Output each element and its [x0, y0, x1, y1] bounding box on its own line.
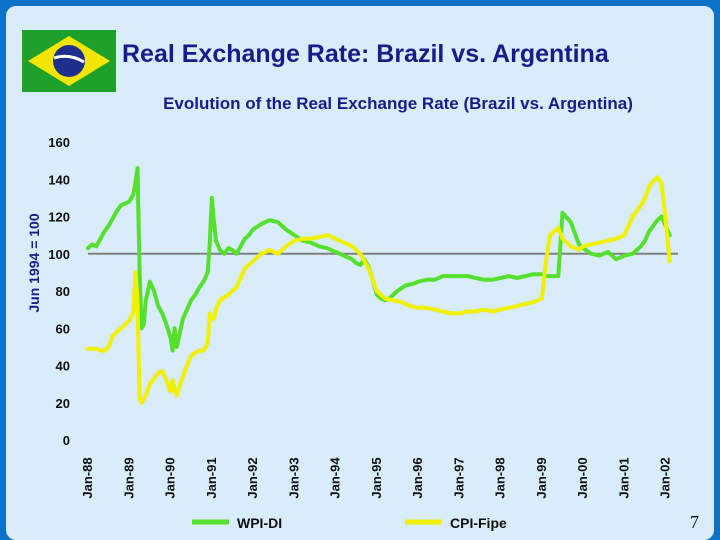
x-tick-label: Jan-88: [80, 457, 95, 499]
y-tick-label: 0: [62, 433, 70, 448]
slide-number: 7: [690, 512, 699, 532]
x-tick-label: Jan-98: [492, 457, 508, 499]
x-axis-ticks: [80, 457, 673, 499]
y-tick-label: 60: [55, 321, 70, 337]
x-tick-label: Jan-93: [286, 457, 302, 499]
y-tick-label: 140: [48, 172, 70, 188]
x-tick-label: Jan-91: [203, 457, 219, 499]
legend: [192, 515, 507, 531]
y-tick-label: 100: [48, 246, 70, 262]
x-tick-label: Jan-01: [616, 457, 632, 499]
x-tick-label: Jan-99: [533, 457, 549, 499]
y-axis-ticks: [48, 135, 70, 448]
x-tick-label: Jan-02: [657, 457, 673, 499]
y-tick-label: 120: [48, 209, 70, 225]
legend-label: WPI-DI: [237, 515, 283, 531]
series-layer: [88, 168, 670, 403]
y-tick-label: 40: [55, 358, 70, 374]
series-line-cpi-fipe: [88, 177, 670, 402]
x-tick-label: Jan-90: [162, 457, 178, 499]
x-tick-label: Jan-92: [245, 457, 261, 499]
y-tick-label: 160: [48, 135, 70, 150]
series-line-wpi-di: [88, 168, 670, 351]
x-tick-label: Jan-00: [575, 457, 591, 499]
x-tick-label: Jan-89: [121, 457, 137, 499]
legend-label: CPI-Fipe: [450, 515, 507, 531]
y-axis-label: Jun 1994 = 100: [26, 213, 42, 313]
y-tick-label: 80: [55, 284, 70, 299]
x-tick-label: Jan-95: [368, 457, 384, 499]
y-tick-label: 20: [55, 395, 70, 411]
x-tick-label: Jan-94: [327, 457, 343, 499]
x-tick-label: Jan-96: [410, 457, 426, 499]
slide-title: Real Exchange Rate: Brazil vs. Argentina: [122, 40, 609, 68]
x-tick-label: Jan-97: [451, 457, 467, 499]
chart-title: Evolution of the Real Exchange Rate (Brazil vs. Argentina): [163, 94, 633, 113]
